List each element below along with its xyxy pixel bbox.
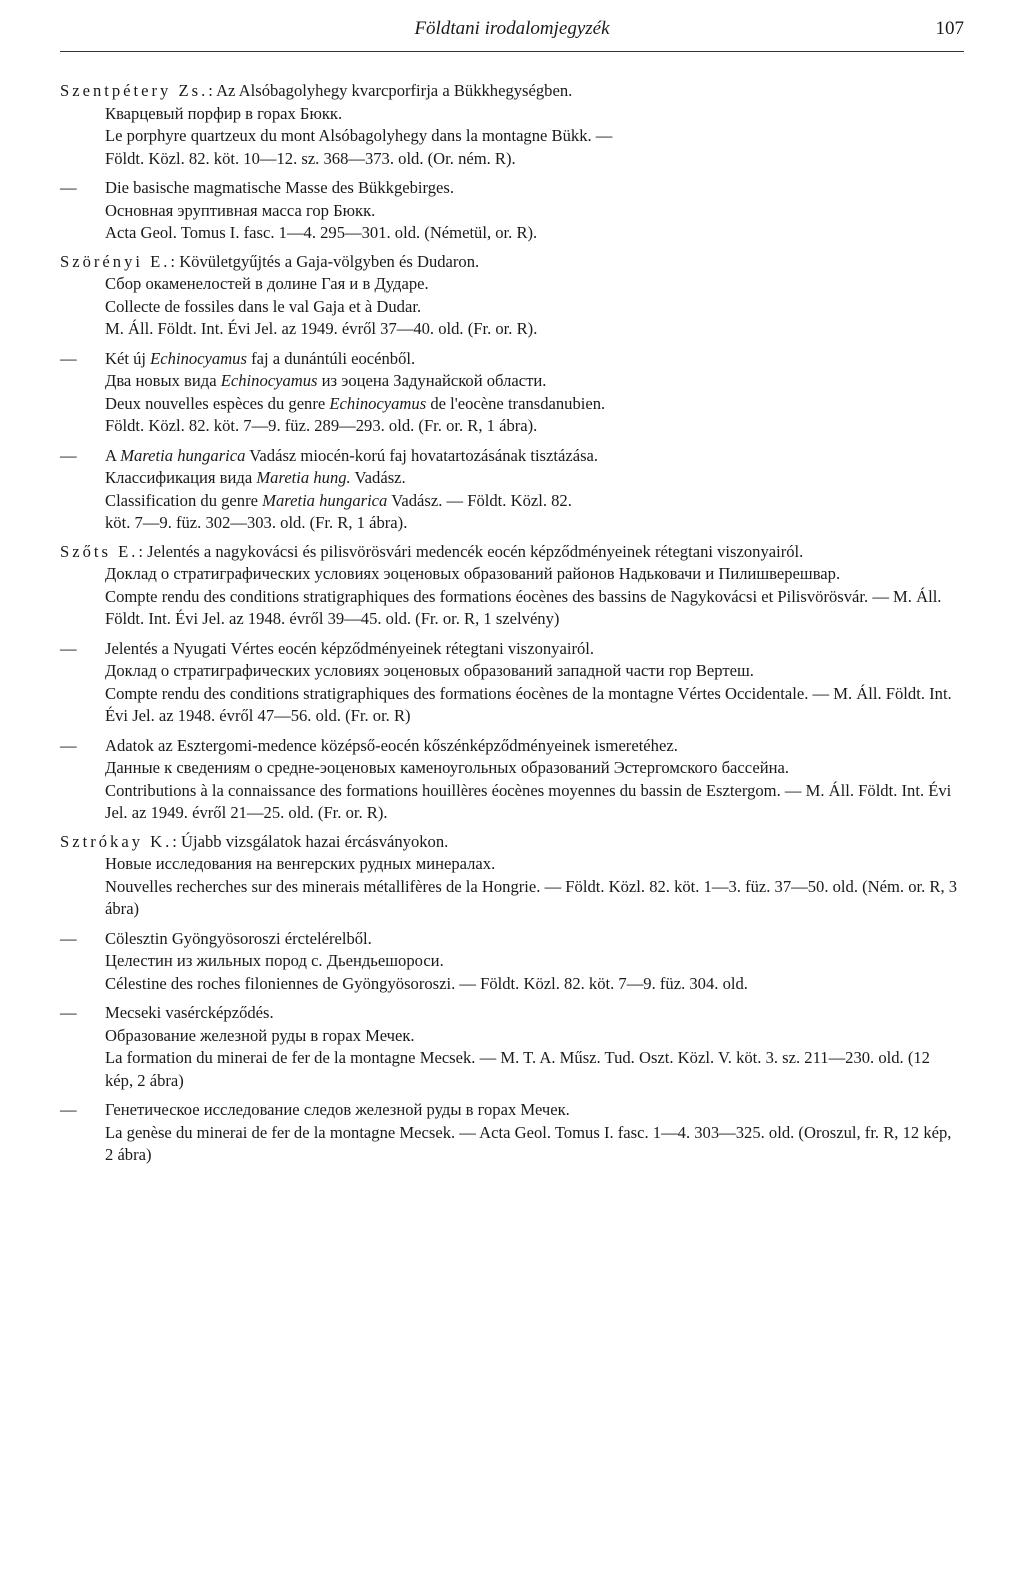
author-block [60, 541, 960, 825]
citation: La genèse du minerai de fer de la montagne Mecsek. — Acta Geol. Tomus I. fasc. 1—4. 303—325. old. (Oroszul, fr. R, 12 kép, 2 ábra) [105, 1122, 952, 1164]
text-part: Classification du genre [105, 490, 263, 510]
citation: Acta Geol. Tomus I. fasc. 1—4. 295—301. old. (Németül, or. R). [105, 223, 538, 242]
dash-marker: — [60, 928, 77, 948]
bibliography-entry: Sztrókay K.: Újabb vizsgálatok hazai ércásványokon. Новые исследования на венгерских рудных минералах. Nouvelles recherches sur des minerais métallifères de la Hongrie. — Földt. Közl. 82. köt. 1—3. füz. 37—50. old. (Ném. or. R, 3 ábra) [60, 831, 960, 921]
russian-title: Данные к сведениям о средне-эоценовых каменоугольных образований Эстергомского бассейна. [105, 758, 789, 777]
french-title [60, 490, 960, 513]
russian-title: Доклад о стратиграфических условиях эоценовых образований районов Надьковачи и Пилишверешвар. [105, 564, 841, 583]
species-name: Maretia hung. [256, 468, 351, 487]
page-number: 107 [935, 18, 964, 39]
bibliography-entry [60, 735, 960, 825]
russian-title: Образование железной руды в горах Мечек. [105, 1025, 415, 1045]
bibliography-list [60, 80, 960, 1167]
running-title: Földtani irodalomjegyzék [414, 18, 610, 39]
bibliography-entry [60, 1099, 960, 1167]
russian-title: Новые исследования на венгерских рудных минералах. [105, 854, 496, 873]
citation [60, 415, 960, 438]
french-title [60, 393, 960, 416]
dash-marker: — [60, 1100, 77, 1119]
entry-title: Jelentés a Nyugati Vértes eocén képződményeinek rétegtani viszonyairól. [105, 638, 595, 658]
citation: Contributions à la connaissance des formations houillères éocènes moyennes du bassin de Esztergom. — M. Áll. Földt. Int. Évi Jel. az 1949. évről 21—25. old. (Fr. or. R). [105, 780, 952, 822]
text-part: Два новых вида [105, 371, 221, 390]
text-part: Földt. Közl. 82. köt. 7—9. füz. 289—293. old. (Fr. or. R, 1 ábra). [105, 416, 538, 435]
bibliography-entry [60, 928, 960, 996]
dash-marker: — [60, 735, 77, 755]
author-block [60, 831, 960, 1167]
citation: La formation du minerai de fer de la montagne Mecsek. — M. T. A. Műsz. Tud. Oszt. Közl. V. köt. 3. sz. 211—230. old. (12 kép, 2 ábra) [105, 1048, 930, 1090]
author-name: Szőts E. [60, 541, 139, 561]
author-block [60, 251, 960, 535]
russian-title: Сбор окаменелостей в долине Гая и в Дударе. [105, 274, 429, 293]
entry-title: Jelentés a nagykovácsi és pilisvörösvári medencék eocén képződményeinek rétegtani viszonyairól. [147, 541, 804, 561]
bibliography-entry [60, 1002, 960, 1092]
bibliography-entry [60, 638, 960, 728]
entry-title-part: Vadász miocén-korú faj hovatartozásának tisztázása. [245, 445, 599, 465]
russian-title: Кварцевый порфир в горах Бюкк. [105, 103, 343, 123]
entry-title: Kövületgyűjtés a Gaja-völgyben és Dudaron. [179, 251, 480, 271]
entry-title: Die basische magmatische Masse des Bükkgebirges. [105, 178, 455, 197]
citation: Compte rendu des conditions stratigraphiques des formations éocènes de la montagne Vértes Occidentale. — M. Áll. Földt. Int. Évi Jel. az 1948. évről 47—56. old. (Fr. or. R) [105, 683, 952, 725]
text-part: de l'eocène transdanubien. [426, 393, 606, 413]
russian-title [60, 467, 960, 490]
citation: Célestine des roches filoniennes de Gyöngyösoroszi. — Földt. Közl. 82. köt. 7—9. füz. 304. old. [105, 973, 748, 993]
text-part: из эоцена Задунайской области. [317, 371, 547, 390]
entry-title: Újabb vizsgálatok hazai ércásványokon. [181, 831, 449, 851]
bibliography-entry [60, 177, 960, 245]
genus-name: Echinocyamus [329, 393, 427, 413]
dash-marker: — [60, 445, 77, 465]
bibliography-entry: Szőts E.: Jelentés a nagykovácsi és pilisvörösvári medencék eocén képződményeinek rétegtani viszonyairól. Доклад о стратиграфических условиях эоценовых образований районов Надьковачи и Пилишверешвар. Compte rendu des conditions stratigraphiques des formations éocènes des bassins de Nagykovácsi et Pilisvörösvár. — M. Áll. Földt. Int. Évi Jel. az 1948. évről 39—45. old. (Fr. or. R, 1 szelvény) [60, 541, 960, 631]
russian-title: Основная эруптивная масса гор Бюкк. [105, 200, 376, 220]
citation [60, 512, 960, 535]
page-header [60, 18, 964, 48]
french-title: Collecte de fossiles dans le val Gaja et à Dudar. [105, 296, 422, 316]
text-part: Vadász. [350, 468, 406, 487]
author-name: Szörényi E. [60, 251, 171, 271]
entry-title: Adatok az Esztergomi-medence középső-eocén kőszénképződményeinek ismeretéhez. [105, 735, 678, 755]
entry-title-part: A [105, 445, 121, 465]
entry-title-part: faj a dunántúli eocénből. [246, 348, 416, 368]
genus-name: Echinocyamus [150, 348, 247, 368]
text-part: Deux nouvelles espèces du genre [105, 393, 330, 413]
russian-title: Доклад о стратиграфических условиях эоценовых образований западной части гор Вертеш. [105, 661, 754, 680]
genus-name: Echinocyamus [220, 371, 318, 390]
entry-title-part: Két új [105, 348, 151, 368]
text-part: Vadász. — Földt. Közl. 82. [387, 490, 572, 510]
bibliography-entry [60, 445, 960, 535]
author-name: Szentpétery Zs. [60, 81, 209, 100]
dash-marker: — [60, 348, 77, 368]
entry-title: Az Alsóbagolyhegy kvarcporfirja a Bükkhegységben. [216, 81, 573, 100]
bibliography-entry [60, 348, 960, 438]
entry-title: Cölesztin Gyöngyösoroszi érctelérelből. [105, 928, 372, 948]
citation: Nouvelles recherches sur des minerais métallifères de la Hongrie. — Földt. Közl. 82. köt. 1—3. füz. 37—50. old. (Ném. or. R, 3 ábra) [105, 876, 958, 918]
citation: Földt. Közl. 82. köt. 10—12. sz. 368—373. old. (Or. ném. R). [105, 148, 516, 168]
french-title: Le porphyre quartzeux du mont Alsóbagolyhegy dans la montagne Bükk. — [105, 126, 613, 145]
dash-marker: — [60, 178, 77, 197]
text-part: köt. 7—9. füz. 302—303. old. (Fr. R, 1 ábra). [105, 513, 408, 532]
entry-title: Генетическое исследование следов железной руды в горах Мечек. [105, 1100, 570, 1119]
russian-title: Целестин из жильных пород с. Дьендьешороси. [105, 951, 444, 970]
header-rule [60, 51, 964, 52]
citation: M. Áll. Földt. Int. Évi Jel. az 1949. évről 37—40. old. (Fr. or. R). [105, 319, 538, 338]
entry-title: Mecseki vasércképződés. [105, 1003, 274, 1022]
species-name: Maretia hungarica [262, 490, 388, 510]
dash-marker: — [60, 638, 77, 658]
author-block [60, 80, 960, 245]
species-name: Maretia hungarica [120, 445, 246, 465]
russian-title [60, 370, 960, 393]
citation: Compte rendu des conditions stratigraphiques des formations éocènes des bassins de Nagykovácsi et Pilisvörösvár. — M. Áll. Földt. Int. Évi Jel. az 1948. évről 39—45. old. (Fr. or. R, 1 szelvény) [105, 586, 942, 628]
text-part: Классификация вида [105, 468, 257, 487]
dash-marker: — [60, 1003, 77, 1022]
author-name: Sztrókay K. [60, 831, 173, 851]
bibliography-entry: Szentpétery Zs.: Az Alsóbagolyhegy kvarcporfirja a Bükkhegységben. Кварцевый порфир в горах Бюкк. Le porphyre quartzeux du mont Alsóbagolyhegy dans la montagne Bükk. — Földt. Közl. 82. köt. 10—12. sz. 368—373. old. (Or. ném. R). [60, 80, 960, 170]
bibliography-entry: Szörényi E.: Kövületgyűjtés a Gaja-völgyben és Dudaron. Сбор окаменелостей в долине Гая и в Дударе. Collecte de fossiles dans le val Gaja et à Dudar. M. Áll. Földt. Int. Évi Jel. az 1949. évről 37—40. old. (Fr. or. R). [60, 251, 960, 341]
